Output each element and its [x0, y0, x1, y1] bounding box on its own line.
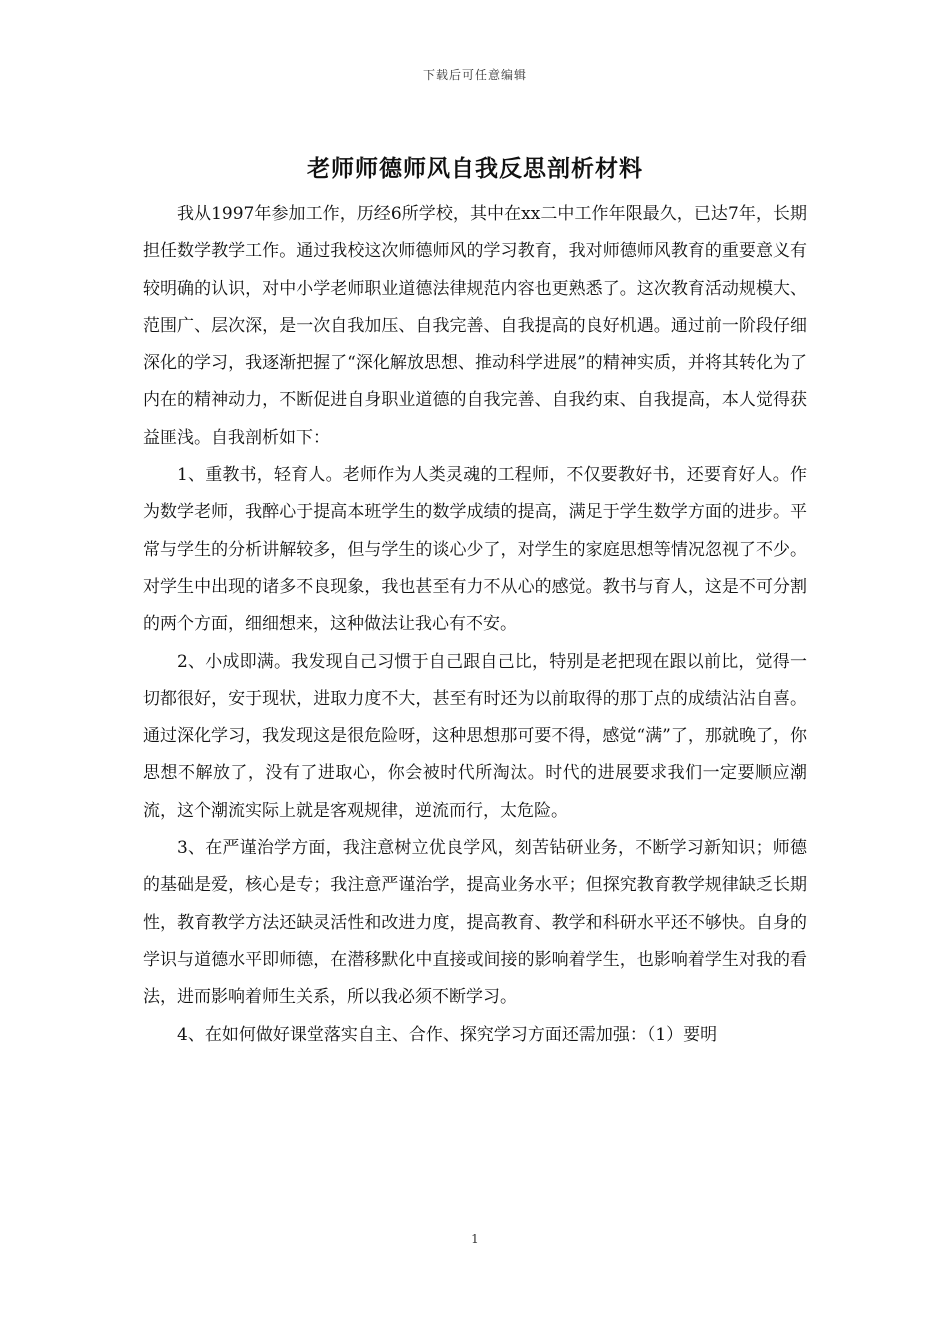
- paragraph-point-1: 1、重教书，轻育人。老师作为人类灵魂的工程师，不仅要教好书，还要育好人。作为数学老师，我醉心于提高本班学生的数学成绩的提高，满足于学生数学方面的进步。平常与学生的分析讲解较多，但与学生的谈心少了，对学生的家庭思想等情况忽视了不少。对学生中出现的诸多不良现象，我也甚至有力不从心的感觉。教书与育人，这是不可分割的两个方面，细细想来，这种做法让我心有不安。: [143, 465, 807, 635]
- document-body: [143, 196, 807, 1054]
- paragraph-point-2: 2、小成即满。我发现自己习惯于自己跟自己比，特别是老把现在跟以前比，觉得一切都很好，安于现状，进取力度不大，甚至有时还为以前取得的那丁点的成绩沾沾自喜。通过深化学习，我发现这是很危险呀，这种思想那可要不得，感觉“满”了，那就晚了，你思想不解放了，没有了进取心，你会被时代所淘汰。时代的进展要求我们一定要顺应潮流，这个潮流实际上就是客观规律，逆流而行，太危险。: [143, 651, 807, 821]
- header-note: 下载后可任意编辑: [422, 68, 527, 82]
- paragraph-point-3: 3、在严谨治学方面，我注意树立优良学风，刻苦钻研业务，不断学习新知识；师德的基础是爱，核心是专；我注意严谨治学，提高业务水平；但探究教育教学规律缺乏长期性，教育教学方法还缺灵活性和改进力度，提高教育、教学和科研水平还不够快。自身的学识与道德水平即师德，在潜移默化中直接或间接的影响着学生，也影响着学生对我的看法，进而影响着师生关系，所以我必须不断学习。: [143, 838, 807, 1008]
- document-title: 老师师德师风自我反思剖析材料: [307, 155, 643, 182]
- paragraph-intro: 我从1997年参加工作，历经6所学校，其中在xx二中工作年限最久，已达7年，长期担任数学教学工作。通过我校这次师德师风的学习教育，我对师德师风教育的重要意义有较明确的认识，对中小学老师职业道德法律规范内容也更熟悉了。这次教育活动规模大、范围广、层次深，是一次自我加压、自我完善、自我提高的良好机遇。通过前一阶段仔细深化的学习，我逐渐把握了“深化解放思想、推动科学进展”的精神实质，并将其转化为了内在的精神动力，不断促进自身职业道德的自我完善、自我约束、自我提高，本人觉得获益匪浅。自我剖析如下：: [143, 204, 807, 448]
- paragraph-point-4: 4、在如何做好课堂落实自主、合作、探究学习方面还需加强：（1）要明: [177, 1024, 718, 1045]
- page-number: 1: [471, 1232, 479, 1246]
